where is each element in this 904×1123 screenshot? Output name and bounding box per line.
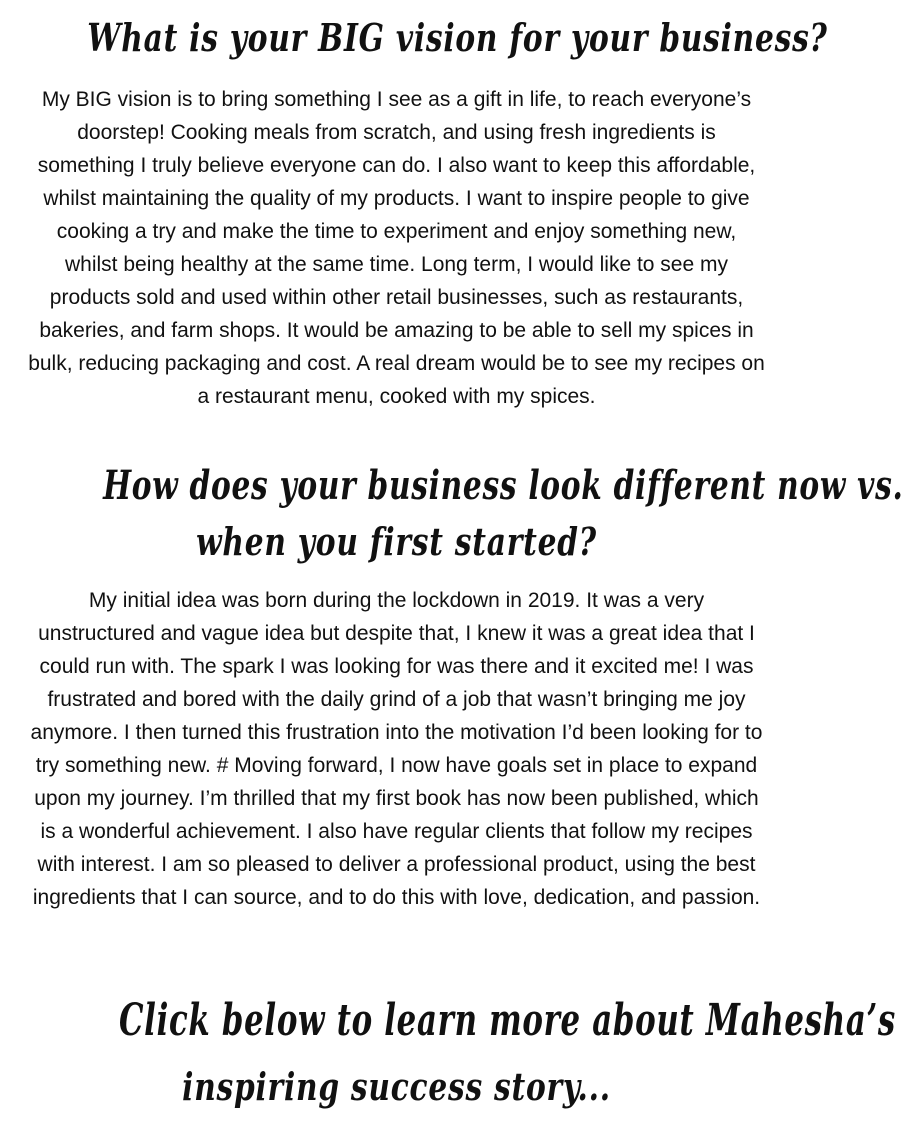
cta-heading-line2: inspiring success story... [182,1064,611,1109]
vision-heading: What is your BIG vision for your business? [87,15,828,60]
cta-heading-line1: Click below to learn more about Mahesha’s [118,995,896,1046]
difference-heading-line1: How does your business look different now vs. [103,462,904,509]
vision-paragraph: My BIG vision is to bring something I see as a gift in life, to reach everyone’s doorstep! Cooking meals from scratch, and using fresh ingredients is something I truly believe everyone can do. I also want to keep this affordable, whilst maintaining the quality of my products. I want to inspire people to give cooking a try and make the time to experiment and enjoy something new, whilst being healthy at the same time. Long term, I would like to see my products sold and used within other retail businesses, such as restaurants, bakeries, and farm shops. It would be amazing to be able to sell my spices in bulk, reducing packaging and cost. A real dream would be to see my recipes on a restaurant menu, cooked with my spices. [28,88,765,408]
difference-heading-line2: when you first started? [196,519,597,564]
difference-paragraph: My initial idea was born during the lockdown in 2019. It was a very unstructured and vague idea but despite that, I knew it was a great idea that I could run with. The spark I was looking for was there and it excited me! I was frustrated and bored with the daily grind of a job that wasn’t bringing me joy anymore. I then turned this frustration into the motivation I’d been looking for to try something new. # Moving forward, I now have goals set in place to expand upon my journey. I’m thrilled that my first book has now been published, which is a wonderful achievement. I also have regular clients that follow my recipes with interest. I am so pleased to deliver a professional product, using the best ingredients that I can source, and to do this with love, dedication, and passion. [30,589,763,909]
